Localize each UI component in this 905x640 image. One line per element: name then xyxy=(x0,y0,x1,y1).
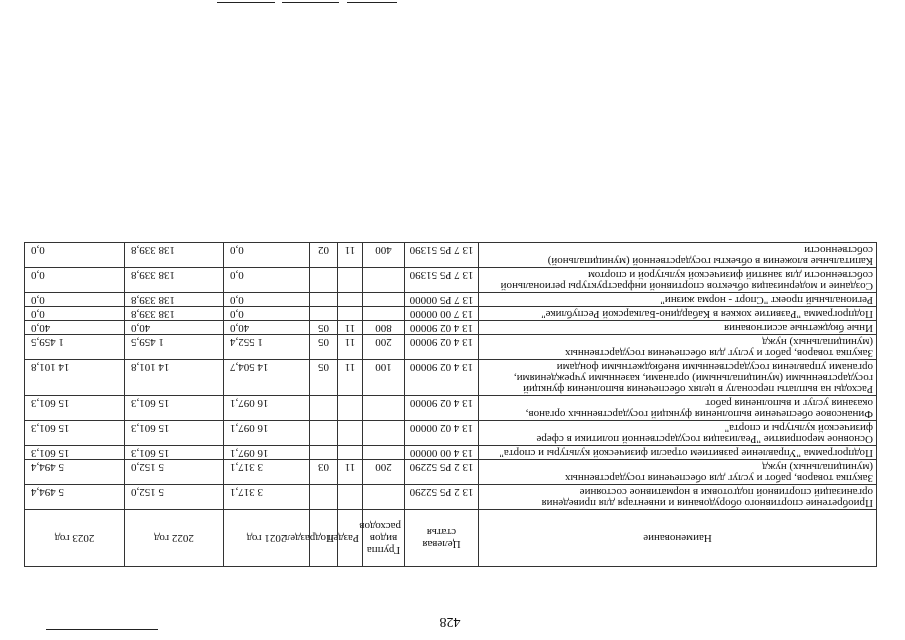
table-row xyxy=(25,421,877,446)
cell-rz xyxy=(338,485,363,510)
cell-cs: 13 4 02 90000 xyxy=(405,335,479,360)
cell-name: Создание и модернизация объектов спортивной инфраструктуры региональной собственности для занятий физической культурой и спортом xyxy=(479,268,877,293)
cell-y2021: 3 317,1 xyxy=(224,460,310,485)
cell-y2023: 0,0 xyxy=(25,307,125,321)
cell-y2021: 1 552,4 xyxy=(224,335,310,360)
cell-cs: 13 4 02 90000 xyxy=(405,321,479,335)
table-row xyxy=(25,293,877,307)
cell-y2023: 1 459,5 xyxy=(25,335,125,360)
cell-rz xyxy=(338,446,363,460)
cell-rz: 11 xyxy=(338,335,363,360)
cell-rz xyxy=(338,293,363,307)
cell-y2021: 0,0 xyxy=(224,243,310,268)
cell-rz: 11 xyxy=(338,321,363,335)
cell-vr xyxy=(363,485,405,510)
cell-pr xyxy=(310,485,338,510)
cell-pr: 05 xyxy=(310,360,338,396)
top-rule xyxy=(46,629,158,630)
cell-rz: 11 xyxy=(338,243,363,268)
cell-name: Приобретение спортивного оборудования и инвентаря для приведения организаций спортивной подготовки в нормативное состояние xyxy=(479,485,877,510)
cell-cs: 13 2 P5 52290 xyxy=(405,460,479,485)
table-row xyxy=(25,360,877,396)
cell-vr: 400 xyxy=(363,243,405,268)
cell-cs: 13 7 P5 00000 xyxy=(405,293,479,307)
cell-y2023: 5 494,4 xyxy=(25,485,125,510)
cell-y2022: 5 152,0 xyxy=(125,485,224,510)
cell-cs: 13 2 P5 52290 xyxy=(405,485,479,510)
cell-y2021: 16 097,1 xyxy=(224,421,310,446)
cell-vr xyxy=(363,396,405,421)
bottom-rule-mid xyxy=(282,2,339,3)
cell-name: Капитальные вложения в объекты государственной (муниципальной) собственности xyxy=(479,243,877,268)
cell-name: Подпрограмма "Управление развитием отрасли физической культуры и спорта" xyxy=(479,446,877,460)
cell-vr xyxy=(363,446,405,460)
cell-y2022: 138 339,8 xyxy=(125,293,224,307)
cell-y2021: 0,0 xyxy=(224,293,310,307)
table-row xyxy=(25,396,877,421)
bottom-rule-right xyxy=(217,2,275,3)
cell-y2021: 14 504,7 xyxy=(224,360,310,396)
cell-y2022: 15 601,3 xyxy=(125,421,224,446)
cell-y2023: 15 601,3 xyxy=(25,446,125,460)
cell-y2021: 3 317,1 xyxy=(224,485,310,510)
cell-name: Закупка товаров, работ и услуг для обеспечения государственных (муниципальных) нужд xyxy=(479,460,877,485)
table-row xyxy=(25,446,877,460)
cell-cs: 13 4 02 00000 xyxy=(405,421,479,446)
cell-y2021: 40,0 xyxy=(224,321,310,335)
table-row xyxy=(25,460,877,485)
cell-rz: 11 xyxy=(338,360,363,396)
cell-cs: 13 7 P5 51390 xyxy=(405,243,479,268)
cell-rz xyxy=(338,396,363,421)
cell-pr xyxy=(310,421,338,446)
cell-rz: 11 xyxy=(338,460,363,485)
cell-rz xyxy=(338,307,363,321)
cell-pr xyxy=(310,268,338,293)
cell-y2023: 0,0 xyxy=(25,243,125,268)
cell-name: Подпрограмма "Развитие хоккея в Кабардино-Балкарской Республике" xyxy=(479,307,877,321)
cell-rz xyxy=(338,268,363,293)
column-header: Подраздел xyxy=(310,510,338,567)
cell-cs: 13 7 00 00000 xyxy=(405,307,479,321)
cell-y2021: 16 097,1 xyxy=(224,446,310,460)
cell-name: Финансовое обеспечение выполнения функций государственных органов, оказания услуг и выполнения работ xyxy=(479,396,877,421)
cell-y2022: 40,0 xyxy=(125,321,224,335)
cell-cs: 13 4 02 90000 xyxy=(405,360,479,396)
cell-vr: 200 xyxy=(363,460,405,485)
table-row xyxy=(25,307,877,321)
cell-name: Региональный проект "Спорт - норма жизни" xyxy=(479,293,877,307)
cell-y2023: 15 601,3 xyxy=(25,421,125,446)
cell-y2022: 15 601,3 xyxy=(125,446,224,460)
cell-name: Основное мероприятие "Реализация государственной политики в сфере физической культуры и спорта" xyxy=(479,421,877,446)
cell-pr: 02 xyxy=(310,243,338,268)
cell-y2023: 14 101,8 xyxy=(25,360,125,396)
cell-y2022: 138 339,8 xyxy=(125,307,224,321)
cell-y2023: 0,0 xyxy=(25,268,125,293)
cell-y2022: 1 459,5 xyxy=(125,335,224,360)
cell-pr xyxy=(310,396,338,421)
table-row xyxy=(25,485,877,510)
cell-vr: 100 xyxy=(363,360,405,396)
cell-vr: 800 xyxy=(363,321,405,335)
cell-y2023: 40,0 xyxy=(25,321,125,335)
column-header: Целевая статья xyxy=(405,510,479,567)
table-row xyxy=(25,335,877,360)
cell-pr xyxy=(310,446,338,460)
page-number: 428 xyxy=(439,614,461,629)
column-header: 2021 год xyxy=(224,510,310,567)
cell-y2022: 14 101,8 xyxy=(125,360,224,396)
cell-y2022: 5 152,0 xyxy=(125,460,224,485)
cell-vr xyxy=(363,268,405,293)
column-header: 2022 год xyxy=(125,510,224,567)
cell-y2021: 0,0 xyxy=(224,307,310,321)
cell-vr xyxy=(363,293,405,307)
cell-pr: 03 xyxy=(310,460,338,485)
bottom-rule-left xyxy=(347,2,397,3)
cell-name: Закупка товаров, работ и услуг для обеспечения государственных (муниципальных) нужд xyxy=(479,335,877,360)
cell-y2023: 0,0 xyxy=(25,293,125,307)
cell-vr xyxy=(363,307,405,321)
cell-cs: 13 4 02 90000 xyxy=(405,396,479,421)
cell-y2022: 15 601,3 xyxy=(125,396,224,421)
cell-name: Иные бюджетные ассигнования xyxy=(479,321,877,335)
budget-table xyxy=(24,242,877,567)
table-row xyxy=(25,321,877,335)
cell-pr: 05 xyxy=(310,321,338,335)
cell-y2022: 138 339,8 xyxy=(125,243,224,268)
cell-vr xyxy=(363,421,405,446)
column-header: Раздел xyxy=(338,510,363,567)
table-row xyxy=(25,268,877,293)
table-row xyxy=(25,243,877,268)
cell-rz xyxy=(338,421,363,446)
cell-y2022: 138 339,8 xyxy=(125,268,224,293)
table-header-row xyxy=(25,510,877,567)
column-header: 2023 год xyxy=(25,510,125,567)
cell-pr xyxy=(310,307,338,321)
column-header: Наименование xyxy=(479,510,877,567)
cell-cs: 13 4 00 00000 xyxy=(405,446,479,460)
column-header: Группа видов расходов xyxy=(363,510,405,567)
cell-y2021: 0,0 xyxy=(224,268,310,293)
cell-cs: 13 7 P5 51390 xyxy=(405,268,479,293)
cell-pr: 05 xyxy=(310,335,338,360)
cell-name: Расходы на выплаты персоналу в целях обеспечения выполнения функций государственными (муниципальными) органами, казенными учреждениями, органами управления государственными внебюджетными фондами xyxy=(479,360,877,396)
cell-y2023: 15 601,3 xyxy=(25,396,125,421)
cell-y2021: 16 097,1 xyxy=(224,396,310,421)
cell-pr xyxy=(310,293,338,307)
cell-vr: 200 xyxy=(363,335,405,360)
cell-y2023: 5 494,4 xyxy=(25,460,125,485)
